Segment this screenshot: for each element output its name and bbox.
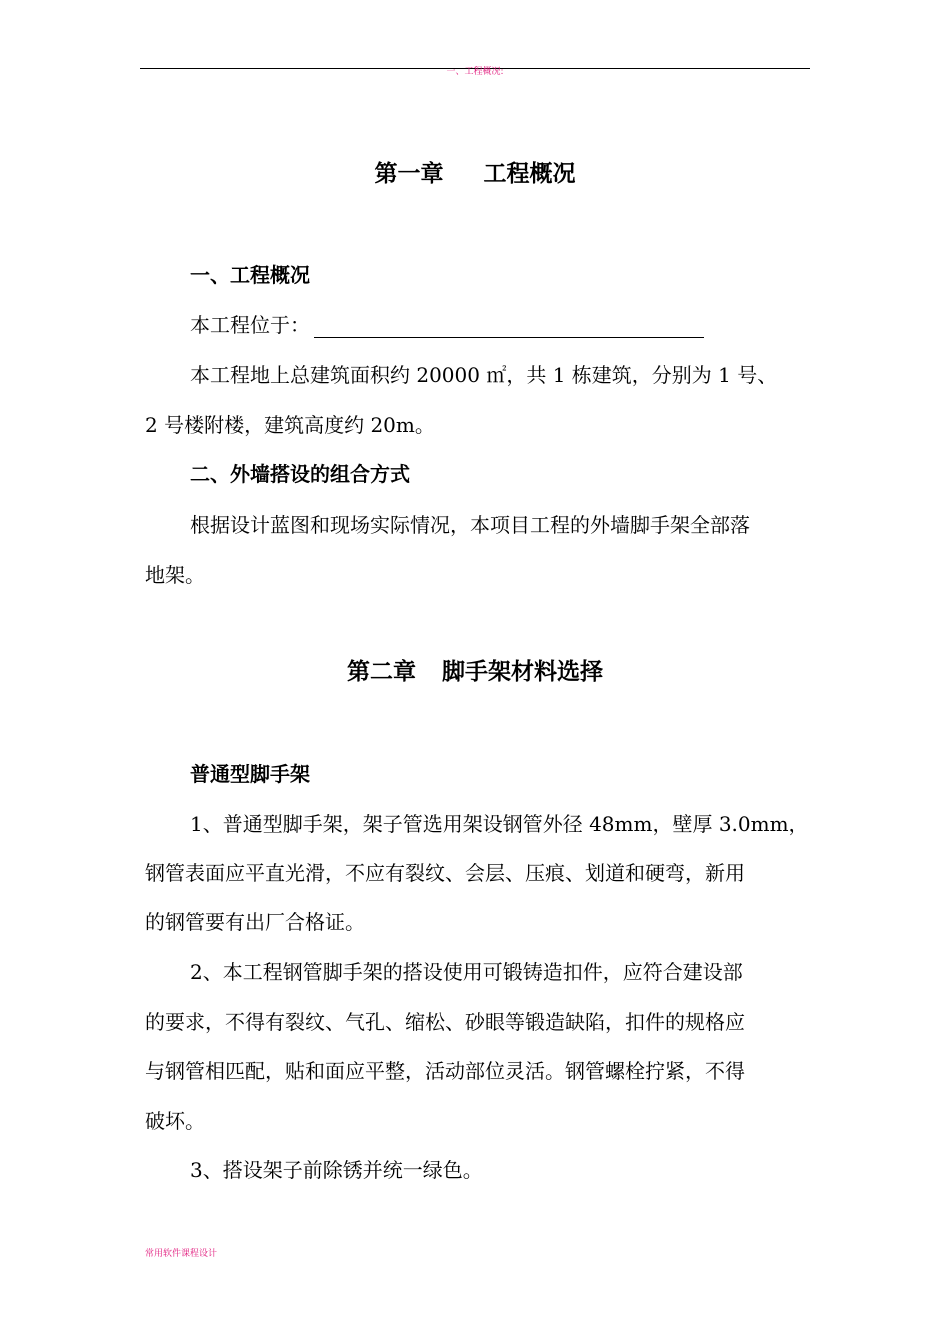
page-footer-text: 常用软件课程设计 <box>145 1249 218 1259</box>
chapter-2-number: 第二章 <box>347 659 416 685</box>
item-2-line-1: 2、本工程钢管脚手架的搭设使用可锻铸造扣件，应符合建设部 <box>190 960 743 984</box>
area-paragraph-line-1: 本工程地上总建筑面积约 20000 ㎡，共 1 栋建筑，分别为 1 号、 <box>190 363 778 387</box>
location-blank-line <box>314 317 704 338</box>
chapter-1-title <box>0 155 950 188</box>
item-1-line-3: 的钢管要有出厂合格证。 <box>145 910 365 934</box>
item-1-line-1: 1、普通型脚手架，架子管选用架设钢管外径 48mm，壁厚 3.0mm， <box>190 812 809 836</box>
page-header <box>140 56 810 77</box>
chapter-1-name: 工程概况 <box>483 161 576 187</box>
scaffold-subheading: 普通型脚手架 <box>190 762 310 786</box>
item-2-line-3: 与钢管相匹配，贴和面应平整，活动部位灵活。钢管螺栓拧紧，不得 <box>145 1059 745 1083</box>
location-paragraph <box>190 309 704 338</box>
item-2-line-2: 的要求，不得有裂纹、气孔、缩松、砂眼等锻造缺陷，扣件的规格应 <box>145 1010 745 1034</box>
location-label: 本工程位于： <box>190 313 310 337</box>
chapter-2-name: 脚手架材料选择 <box>442 659 603 685</box>
section-1-heading: 一、工程概况 <box>190 263 310 287</box>
item-3-line-1: 3、搭设架子前除锈并统一绿色。 <box>190 1158 483 1182</box>
item-2-line-4: 破坏。 <box>145 1109 205 1133</box>
section-2-heading: 二、外墙搭设的组合方式 <box>190 462 410 486</box>
chapter-2-title <box>0 653 950 686</box>
item-1-line-2: 钢管表面应平直光滑，不应有裂纹、会层、压痕、划道和硬弯，新用 <box>145 861 745 885</box>
wall-paragraph-line-2: 地架。 <box>145 563 205 587</box>
wall-paragraph-line-1: 根据设计蓝图和现场实际情况，本项目工程的外墙脚手架全部落 <box>190 513 750 537</box>
chapter-1-number: 第一章 <box>374 161 444 187</box>
area-paragraph-line-2: 2 号楼附楼，建筑高度约 20m。 <box>145 413 435 437</box>
running-header-text: 一、工程概况: <box>446 67 504 77</box>
